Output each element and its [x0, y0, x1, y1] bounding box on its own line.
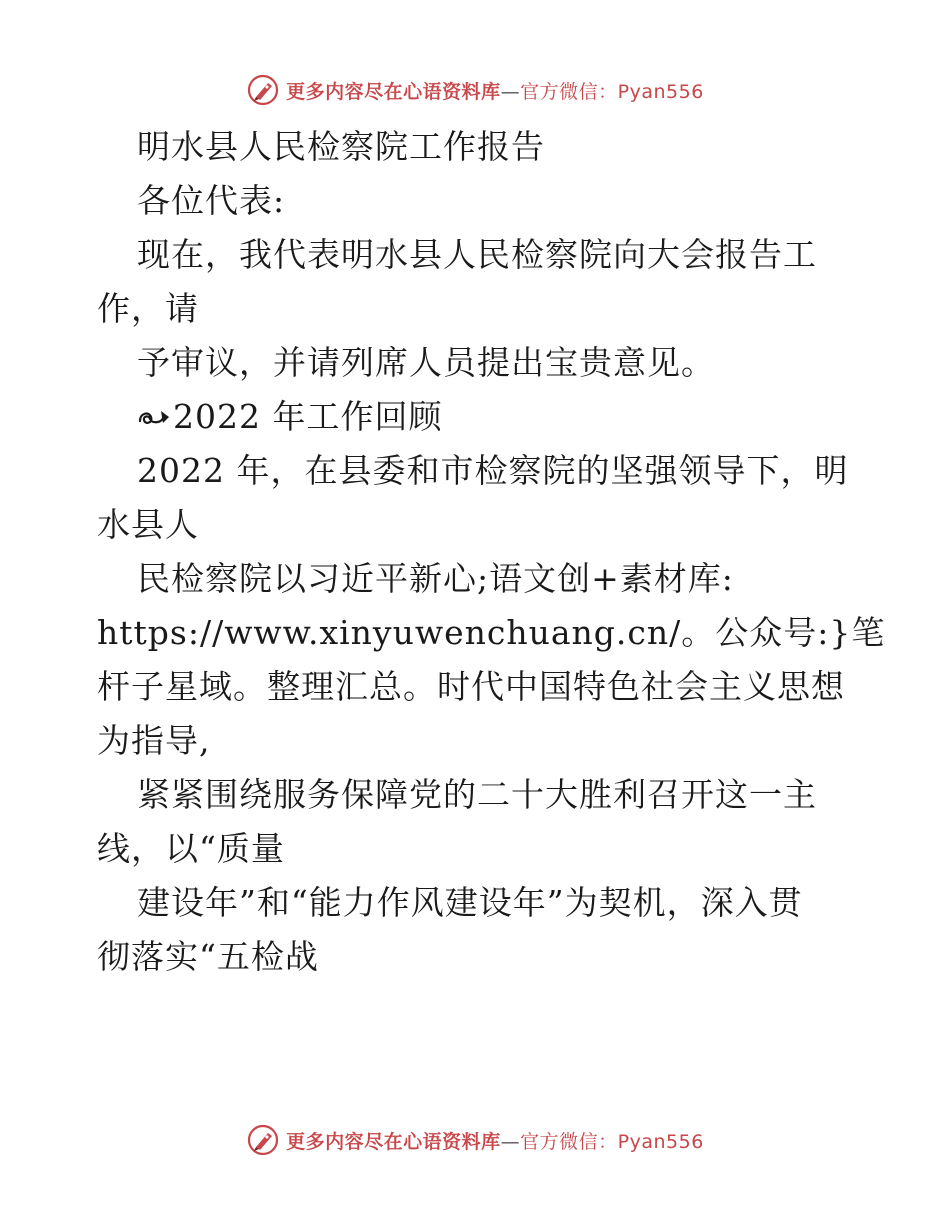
paragraph-line: 彻落实“五检战: [97, 937, 319, 976]
paragraph-line: 杆子星域。整理汇总。时代中国特色社会主义思想: [97, 667, 845, 706]
paragraph-line: 2022 年，在县委和市检察院的坚强领导下，明: [137, 451, 849, 490]
paragraph-line: 线，以“质量: [97, 829, 285, 868]
footer-watermark-banner: [0, 1120, 950, 1160]
section-heading: [97, 390, 857, 444]
section-heading-text: 2022 年工作回顾: [173, 397, 443, 436]
banner-wechat: 官方微信：Pyan556: [520, 80, 704, 103]
salutation: 各位代表:: [137, 181, 286, 220]
banner-separator: —: [500, 1130, 521, 1153]
ornament-swirl-icon: [137, 403, 173, 431]
banner-separator: —: [500, 80, 521, 103]
pen-nib-logo-icon: [246, 1123, 280, 1157]
banner-text: [286, 1127, 704, 1154]
banner-wechat: 官方微信：Pyan556: [520, 1130, 704, 1153]
paragraph-line: 建设年”和“能力作风建设年”为契机，深入贯: [137, 883, 803, 922]
banner-brand: 更多内容尽在心语资料库: [286, 1130, 501, 1153]
paragraph-line: 民检察院以习近平新心;语文创+素材库:: [137, 559, 734, 598]
banner-brand: 更多内容尽在心语资料库: [286, 80, 501, 103]
pen-nib-logo-icon: [246, 73, 280, 107]
paragraph-line: 作，请: [97, 289, 199, 328]
banner-text: [286, 77, 704, 104]
paragraph-line: 水县人: [97, 505, 199, 544]
paragraph-line: 现在，我代表明水县人民检察院向大会报告工: [137, 235, 817, 274]
document-body: [97, 120, 886, 984]
document-title: 明水县人民检察院工作报告: [137, 127, 545, 166]
paragraph-line: 为指导,: [97, 721, 211, 760]
header-watermark-banner: [0, 70, 950, 110]
paragraph-line: https://www.xinyuwenchuang.cn/。公众号:}笔: [97, 613, 886, 652]
paragraph-line: 紧紧围绕服务保障党的二十大胜利召开这一主: [137, 775, 817, 814]
paragraph-line: 予审议，并请列席人员提出宝贵意见。: [137, 343, 715, 382]
